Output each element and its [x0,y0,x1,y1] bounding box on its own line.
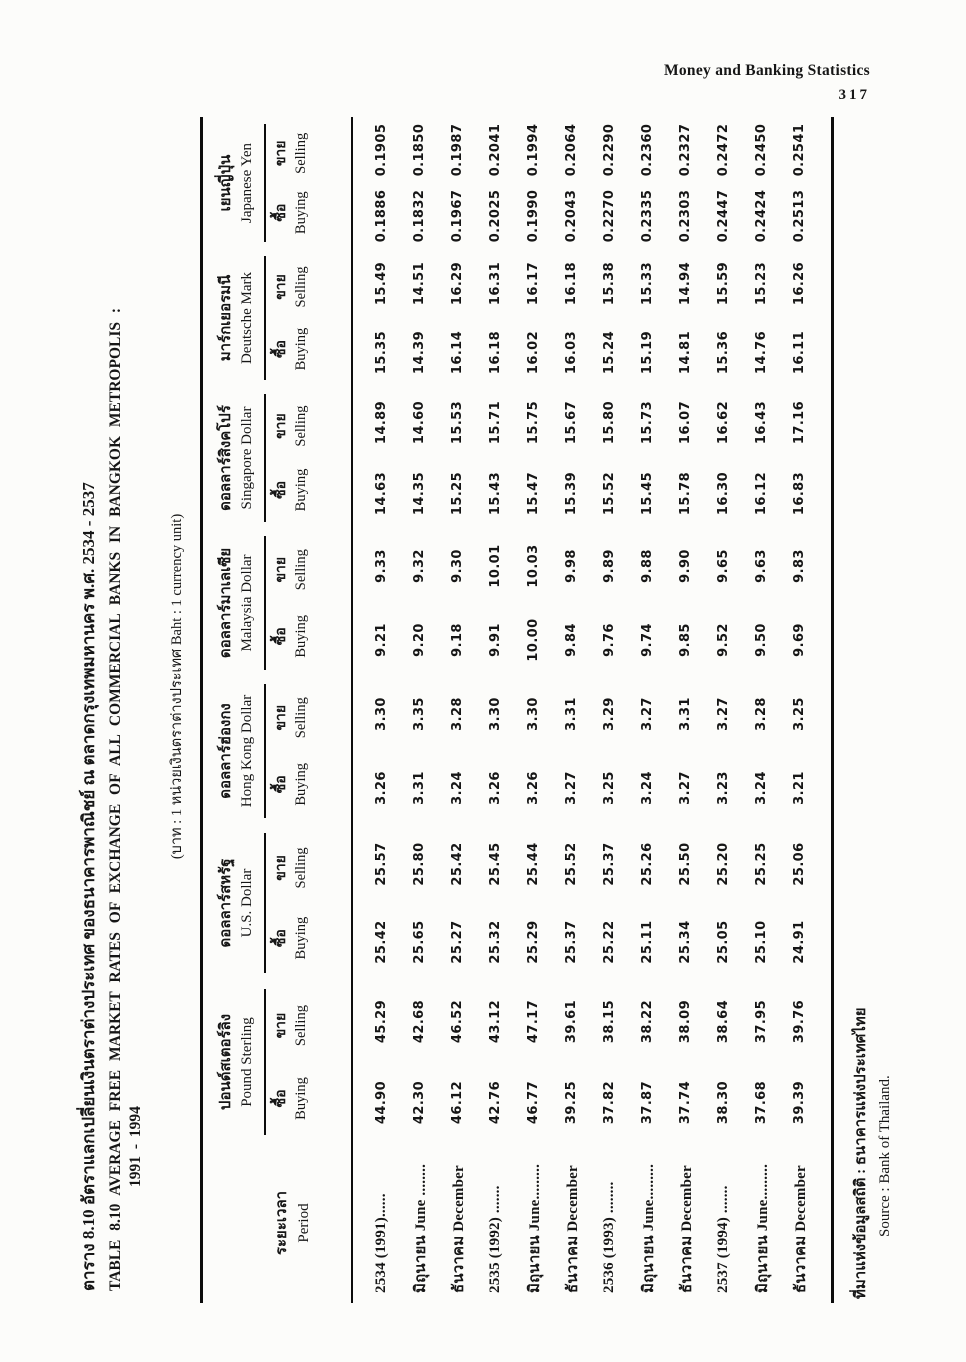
value-cell: 0.2541 [792,123,807,177]
value-cell: 42.68 [412,999,427,1044]
value-cell: 3.28 [754,697,769,731]
value-cell: 47.17 [526,999,541,1044]
value-cell: 15.36 [716,330,731,375]
value-cell: 46.52 [450,999,465,1044]
value-cell: 39.25 [564,1080,579,1125]
value-cell: 42.76 [488,1080,503,1125]
selling-label-english: Selling [293,1005,310,1047]
value-cell: 3.27 [716,697,731,731]
currency-name-thai: ดอลลาร์สหรัฐ [217,858,234,948]
buying-subcolumn-header [273,603,310,670]
value-cell: 15.80 [602,400,617,445]
table-row [401,117,439,1303]
value-cell: 3.24 [450,771,465,805]
value-cell: 25.06 [792,842,807,886]
table-row [515,117,553,1303]
value-cell: 25.29 [526,920,541,964]
value-cell: 16.07 [678,400,693,445]
selling-label-english: Selling [293,549,310,591]
table-title-thai: ตาราง 8.10 อัตราแลกเปลี่ยนเงินตราต่างประเทศ ของธนาคารพาณิชย์ ณ ตลาดกรุงเทพมหานคร พ.ศ. 2534 - 2537 [79,482,98,1291]
value-cell: 38.64 [716,999,731,1044]
currency-group-deutsche-mark [203,249,351,387]
value-cell: 9.98 [564,549,579,583]
value-cell: 15.71 [488,400,503,445]
value-cell: 0.2327 [678,123,693,177]
value-cell: 0.1905 [374,123,389,177]
buying-subcolumn-header [273,183,310,242]
value-cell: 15.19 [640,330,655,375]
value-cell: 25.45 [488,842,503,886]
value-cell: 0.2513 [792,189,807,243]
table-row [439,117,477,1303]
selling-label-thai: ขาย [274,413,290,439]
buying-label-english: Buying [293,614,310,658]
currency-name-english: U.S. Dollar [239,868,256,938]
value-cell: 0.2270 [602,189,617,243]
value-cell: 25.27 [450,920,465,964]
value-cell: 3.31 [412,771,427,805]
buying-label-thai: ซื้อ [274,929,290,948]
currency-group-pound-sterling [203,981,351,1143]
selling-label-english: Selling [293,847,310,889]
value-cell: 0.2335 [640,189,655,243]
value-cell: 0.2290 [602,123,617,177]
buying-label-thai: ซื้อ [274,1089,290,1108]
value-cell: 16.43 [754,400,769,445]
buy-sell-subheader [264,833,310,973]
buy-sell-subheader [264,536,310,669]
currency-group-malaysia-dollar [203,529,351,677]
value-cell: 3.27 [640,697,655,731]
period-label: ธันวาคม December [450,1165,467,1293]
period-label: 2537 (1994) ....... [715,1185,731,1293]
source-note [848,64,894,1299]
value-cell: 15.52 [602,471,617,516]
value-cell: 16.29 [450,261,465,306]
value-cell: 9.50 [754,623,769,657]
buying-subcolumn-header [273,903,310,973]
buy-sell-subheader [264,256,310,380]
table-row [629,117,667,1303]
value-cell: 39.39 [792,1080,807,1125]
value-cell: 14.35 [412,471,427,516]
value-cell: 9.65 [716,549,731,583]
buying-label-english: Buying [293,468,310,512]
value-cell: 38.09 [678,999,693,1044]
value-cell: 9.18 [450,623,465,657]
value-cell: 10.00 [526,618,541,662]
value-cell: 42.30 [412,1080,427,1125]
value-cell: 37.68 [754,1080,769,1125]
value-cell: 0.1850 [412,123,427,177]
value-cell: 14.63 [374,471,389,516]
table-row [363,117,401,1303]
value-cell: 0.2450 [754,123,769,177]
value-cell: 9.63 [754,549,769,583]
value-cell: 3.27 [678,771,693,805]
table-title-years: 1991 - 1994 [126,1106,144,1187]
currency-name-english: Pound Sterling [239,1017,256,1107]
value-cell: 3.24 [754,771,769,805]
buying-label-english: Buying [293,327,310,371]
value-cell: 25.32 [488,920,503,964]
currency-name-thai: ดอลลาร์มาเลเซีย [217,547,234,659]
currency-name-thai: ดอลลาร์สิงคโปร์ [217,405,234,511]
value-cell: 0.1990 [526,189,541,243]
value-cell: 3.25 [792,697,807,731]
value-cell: 9.83 [792,549,807,583]
value-cell: 25.11 [640,920,655,964]
period-header-english: Period [295,1203,312,1243]
value-cell: 46.77 [526,1080,541,1125]
value-cell: 3.26 [374,771,389,805]
value-cell: 0.2472 [716,123,731,177]
value-cell: 39.76 [792,999,807,1044]
table-row [591,117,629,1303]
selling-subcolumn-header [273,536,310,603]
value-cell: 37.87 [640,1080,655,1125]
value-cell: 0.2424 [754,189,769,243]
value-cell: 16.17 [526,261,541,306]
value-cell: 14.89 [374,400,389,445]
currency-group-singapore-dollar [203,387,351,529]
buying-subcolumn-header [273,1062,310,1135]
value-cell: 15.23 [754,261,769,306]
value-cell: 9.84 [564,623,579,657]
buying-label-english: Buying [293,1077,310,1120]
currency-name-thai: มาร์กเยอรมนี [217,274,234,362]
currency-name-thai: ปอนด์สเตอร์ลิง [217,1013,234,1111]
buying-label-thai: ซื้อ [274,775,290,794]
value-cell: 3.30 [374,697,389,731]
value-cell: 16.31 [488,261,503,306]
selling-subcolumn-header [273,124,310,183]
rotated-table-sheet [76,64,944,1309]
value-cell: 3.23 [716,771,731,805]
value-cell: 9.69 [792,623,807,657]
value-cell: 25.42 [374,920,389,964]
value-cell: 3.30 [526,697,541,731]
value-cell: 3.21 [792,771,807,805]
value-cell: 16.18 [488,330,503,375]
page-number: 317 [838,87,870,103]
selling-label-thai: ขาย [274,556,290,583]
value-cell: 25.26 [640,842,655,886]
period-label: มิถุนายน June......... [754,1163,771,1293]
value-cell: 38.22 [640,999,655,1044]
value-cell: 0.2043 [564,189,579,243]
value-cell: 10.01 [488,544,503,588]
value-cell: 25.50 [678,842,693,886]
value-cell: 3.31 [564,697,579,731]
value-cell: 15.24 [602,330,617,375]
buy-sell-subheader [264,124,310,243]
value-cell: 25.37 [602,842,617,886]
period-label: 2534 (1991)...... [373,1193,389,1293]
value-cell: 9.85 [678,623,693,657]
value-cell: 25.34 [678,920,693,964]
buying-label-english: Buying [293,191,310,235]
value-cell: 25.20 [716,842,731,886]
table-row [553,117,591,1303]
selling-subcolumn-header [273,989,310,1062]
period-column-header [203,1143,351,1303]
value-cell: 15.75 [526,400,541,445]
source-note-thai: ที่มาแห่งข้อมูลสถิติ : ธนาคารแห่งประเทศไทย [852,1007,869,1299]
period-header-thai: ระยะเวลา [273,1190,290,1256]
value-cell: 15.59 [716,261,731,306]
value-cell: 0.2041 [488,123,503,177]
value-cell: 16.26 [792,261,807,306]
buying-label-thai: ซื้อ [274,627,290,646]
value-cell: 15.53 [450,400,465,445]
value-cell: 25.10 [754,920,769,964]
selling-subcolumn-header [273,833,310,903]
source-note-english: Source : Bank of Thailand. [876,1075,893,1237]
value-cell: 9.33 [374,549,389,583]
buying-subcolumn-header [273,458,310,522]
selling-label-thai: ขาย [274,704,290,731]
value-cell: 3.29 [602,697,617,731]
value-cell: 15.73 [640,400,655,445]
currency-group-hong-kong-dollar [203,677,351,825]
value-cell: 3.24 [640,771,655,805]
period-label: 2536 (1993) ........ [601,1181,617,1293]
value-cell: 25.25 [754,842,769,886]
running-head-title: Money and Banking Statistics [663,62,870,79]
currency-name-thai: เยนญี่ปุ่น [217,154,234,212]
value-cell: 15.67 [564,400,579,445]
selling-label-english: Selling [293,132,310,174]
selling-label-english: Selling [293,266,310,308]
selling-subcolumn-header [273,394,310,458]
table-header [203,117,353,1303]
value-cell: 0.2303 [678,189,693,243]
unit-note: (บาท : 1 หน่วยเงินตราต่างประเทศ Baht : 1 currency unit) [168,513,185,860]
table-row [477,117,515,1303]
value-cell: 3.26 [526,771,541,805]
value-cell: 9.91 [488,623,503,657]
value-cell: 9.20 [412,623,427,657]
value-cell: 0.1886 [374,189,389,243]
value-cell: 25.44 [526,842,541,886]
currency-group-us-dollar [203,825,351,981]
buying-label-thai: ซื้อ [274,481,290,499]
selling-subcolumn-header [273,684,310,751]
value-cell: 16.83 [792,471,807,516]
value-cell: 15.45 [640,471,655,516]
table-title-english: TABLE 8.10 AVERAGE FREE MARKET RATES OF EXCHANGE OF ALL COMMERCIAL BANKS IN BANGKOK METROPOLIS : [106,307,124,1291]
buy-sell-subheader [264,684,310,817]
value-cell: 16.12 [754,471,769,516]
value-cell: 10.03 [526,544,541,588]
value-cell: 16.11 [792,330,807,375]
value-cell: 16.18 [564,261,579,306]
value-cell: 14.60 [412,400,427,445]
value-cell: 38.15 [602,999,617,1044]
period-label: มิถุนายน June......... [526,1163,543,1293]
value-cell: 0.2360 [640,123,655,177]
value-cell: 3.35 [412,697,427,731]
value-cell: 15.25 [450,471,465,516]
value-cell: 15.78 [678,471,693,516]
value-cell: 46.12 [450,1080,465,1125]
currency-group-japanese-yen [203,117,351,249]
value-cell: 0.1987 [450,123,465,177]
value-cell: 0.2064 [564,123,579,177]
table-row [667,117,705,1303]
value-cell: 15.47 [526,471,541,516]
value-cell: 15.49 [374,261,389,306]
selling-label-thai: ขาย [274,855,290,881]
currency-name-english: Deutsche Mark [239,271,256,365]
value-cell: 14.39 [412,330,427,375]
value-cell: 15.35 [374,330,389,375]
period-label: ธันวาคม December [792,1165,809,1293]
buy-sell-subheader [264,989,310,1135]
buying-subcolumn-header [273,751,310,818]
value-cell: 17.16 [792,400,807,445]
value-cell: 0.1994 [526,123,541,177]
buying-label-thai: ซื้อ [274,340,290,359]
value-cell: 37.95 [754,999,769,1044]
value-cell: 9.88 [640,549,655,583]
value-cell: 9.30 [450,549,465,583]
period-label: ธันวาคม December [678,1165,695,1293]
value-cell: 25.42 [450,842,465,886]
value-cell: 45.29 [374,999,389,1044]
value-cell: 15.38 [602,261,617,306]
buying-label-english: Buying [293,762,310,806]
value-cell: 25.52 [564,842,579,886]
value-cell: 16.02 [526,330,541,375]
value-cell: 9.89 [602,549,617,583]
buying-subcolumn-header [273,318,310,380]
value-cell: 25.65 [412,920,427,964]
value-cell: 16.14 [450,330,465,375]
table-row [781,117,819,1303]
value-cell: 14.94 [678,261,693,306]
value-cell: 9.76 [602,623,617,657]
value-cell: 9.52 [716,623,731,657]
table-body [353,117,834,1303]
selling-label-thai: ขาย [274,140,290,167]
value-cell: 0.2447 [716,189,731,243]
value-cell: 38.30 [716,1080,731,1125]
value-cell: 25.37 [564,920,579,964]
value-cell: 16.62 [716,400,731,445]
currency-name-thai: ดอลลาร์ฮ่องกง [217,703,234,799]
buying-label-english: Buying [293,916,310,960]
value-cell: 24.91 [792,920,807,964]
value-cell: 3.25 [602,771,617,805]
value-cell: 9.32 [412,549,427,583]
value-cell: 43.12 [488,999,503,1044]
value-cell: 16.30 [716,471,731,516]
value-cell: 14.51 [412,261,427,306]
selling-label-thai: ขาย [274,1012,290,1039]
value-cell: 39.61 [564,999,579,1044]
currency-name-english: Malaysia Dollar [239,554,256,652]
exchange-rate-table [200,117,834,1303]
value-cell: 14.76 [754,330,769,375]
selling-label-english: Selling [293,697,310,739]
value-cell: 44.90 [374,1080,389,1125]
value-cell: 25.80 [412,842,427,886]
value-cell: 9.74 [640,623,655,657]
value-cell: 0.1832 [412,189,427,243]
value-cell: 15.39 [564,471,579,516]
currency-name-english: Hong Kong Dollar [239,694,256,808]
value-cell: 37.82 [602,1080,617,1125]
value-cell: 3.27 [564,771,579,805]
buy-sell-subheader [264,394,310,522]
value-cell: 0.2025 [488,189,503,243]
selling-subcolumn-header [273,256,310,318]
period-label: มิถุนายน June......... [640,1163,657,1293]
value-cell: 14.81 [678,330,693,375]
buying-label-thai: ซื้อ [274,203,290,222]
value-cell: 15.43 [488,471,503,516]
value-cell: 16.03 [564,330,579,375]
value-cell: 0.1967 [450,189,465,243]
period-label: มิถุนายน June ........ [412,1163,429,1293]
value-cell: 3.31 [678,697,693,731]
value-cell: 37.74 [678,1080,693,1125]
value-cell: 3.30 [488,697,503,731]
currency-name-english: Japanese Yen [239,143,256,223]
selling-label-thai: ขาย [274,274,290,300]
value-cell: 15.33 [640,261,655,306]
period-label: 2535 (1992) ....... [487,1185,503,1293]
period-label: ธันวาคม December [564,1165,581,1293]
table-row [743,117,781,1303]
value-cell: 3.26 [488,771,503,805]
value-cell: 9.21 [374,623,389,657]
selling-label-english: Selling [293,405,310,447]
table-row [705,117,743,1303]
value-cell: 9.90 [678,549,693,583]
value-cell: 3.28 [450,697,465,731]
value-cell: 25.57 [374,842,389,886]
currency-name-english: Singapore Dollar [239,406,256,510]
value-cell: 25.05 [716,920,731,964]
value-cell: 25.22 [602,920,617,964]
